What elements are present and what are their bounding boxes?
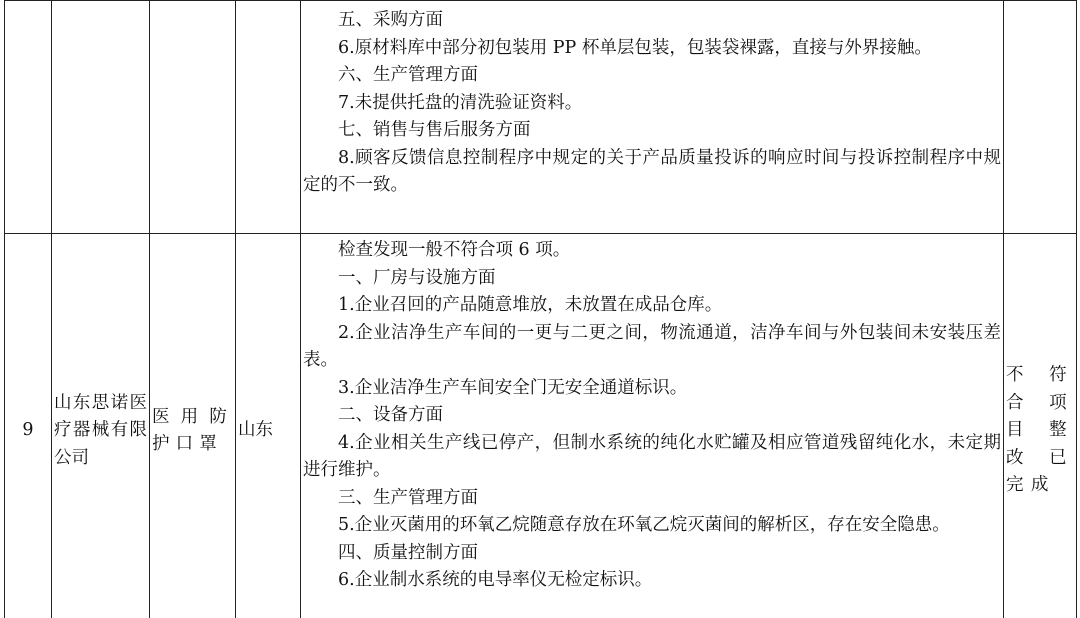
region-cell	[236, 1, 301, 234]
finding-line: 1.企业召回的产品随意堆放，未放置在成品仓库。	[338, 295, 723, 315]
finding-line: 6.原材料库中部分初包装用 PP 杯单层包装，包装袋裸露，直接与外界接触。	[338, 37, 932, 58]
product-cell	[150, 1, 236, 234]
company-cell	[52, 1, 150, 234]
findings-cell	[301, 1, 1004, 234]
inspection-results-table	[4, 0, 1077, 618]
finding-line: 4.企业相关生产线已停产，但制水系统的纯化水贮罐及相应管道残留纯化水，未定期进行维护。	[303, 432, 1001, 480]
table-row-continued	[5, 1, 1077, 234]
finding-line: 七、销售与售后服务方面	[338, 120, 531, 140]
finding-line: 2.企业洁净生产车间的一更与二更之间，物流通道，洁净车间与外包装间未安装压差表。	[303, 322, 1001, 370]
finding-line: 5.企业灭菌用的环氧乙烷随意存放在环氧乙烷灭菌间的解析区，存在安全隐患。	[338, 515, 950, 535]
rectification-result-cell: 不符合项目整改已完成	[1004, 234, 1077, 618]
finding-line: 三、生产管理方面	[338, 487, 478, 508]
serial-number-cell	[5, 1, 52, 234]
finding-line: 六、生产管理方面	[338, 65, 478, 85]
finding-line: 6.企业制水系统的电导率仪无检定标识。	[338, 570, 653, 590]
finding-line: 五、采购方面	[338, 10, 443, 30]
finding-line: 二、设备方面	[338, 405, 443, 425]
findings-cell	[301, 234, 1004, 618]
finding-line: 8.顾客反馈信息控制程序中规定的关于产品质量投诉的响应时间与投诉控制程序中规定的不一致。	[303, 147, 1001, 195]
table-row-9	[5, 234, 1077, 618]
finding-line: 3.企业洁净生产车间安全门无安全通道标识。	[338, 377, 688, 398]
finding-line: 一、厂房与设施方面	[338, 267, 496, 288]
serial-number-cell: 9	[5, 234, 52, 618]
finding-line: 检查发现一般不符合项 6 项。	[338, 240, 571, 260]
rectification-result-cell	[1004, 1, 1077, 234]
region-cell: 山东	[236, 234, 301, 618]
company-cell: 山东思诺医疗器械有限公司	[52, 234, 150, 618]
finding-line: 7.未提供托盘的清洗验证资料。	[338, 92, 583, 113]
product-cell: 医用防护口罩	[150, 234, 236, 618]
finding-line: 四、质量控制方面	[338, 542, 478, 563]
